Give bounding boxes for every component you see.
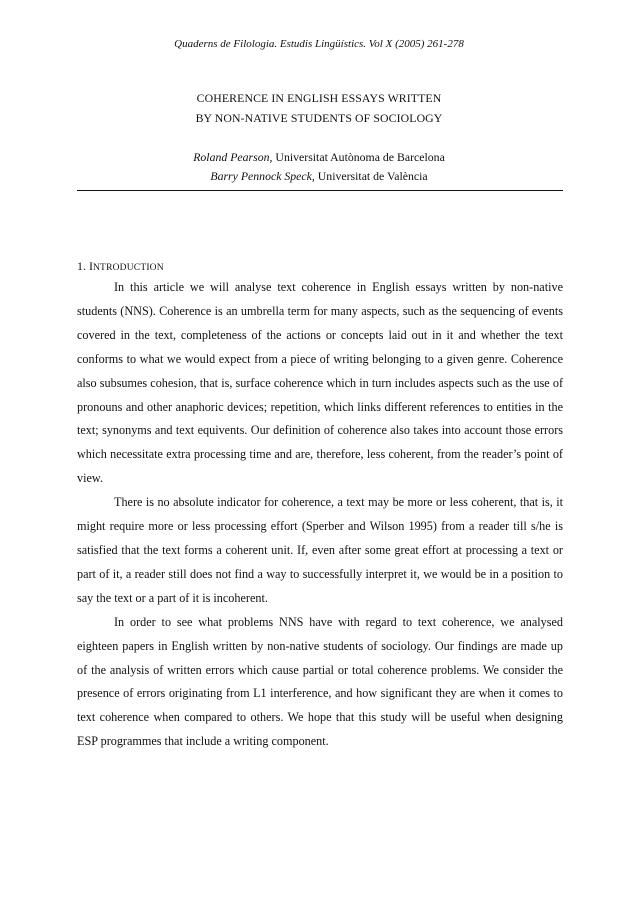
author-2-affiliation: Universitat de València <box>314 169 428 183</box>
title-line-1: COHERENCE IN ENGLISH ESSAYS WRITTEN <box>196 91 442 105</box>
paragraph-3: In order to see what problems NNS have with regard to text coherence, we analysed eighteen papers in English written by non-native students of sociology. Our findings are made up of the analysis of written errors which cause partial or total coherence problems. We consider the presence of errors originating from L1 interference, and how significant they are when it comes to text coherence when compared to others. We hope that this study will be useful when designing ESP programmes that include a writing component. <box>77 614 563 749</box>
running-head: Quaderns de Filologia. Estudis Lingüístics. Vol X (2005) 261-278 <box>174 38 464 50</box>
author-1-affiliation: Universitat Autònoma de Barcelona <box>272 150 445 164</box>
section-heading <box>77 258 164 276</box>
section-number: 1. <box>77 259 89 273</box>
body-text <box>77 276 563 754</box>
author-2 <box>0 167 638 186</box>
author-1-name: Roland Pearson, <box>193 150 273 164</box>
paper-title <box>0 88 638 128</box>
paragraph-2: There is no absolute indicator for coherence, a text may be more or less coherent, that is, it might require more or less processing effort (Sperber and Wilson 1995) from a reader till s/he is satisfied that the text forms a coherent unit. If, even after some great effort at processing a text or part of it, a reader still does not find a way to successfully interpret it, we would be in a position to say the text or a part of it is incoherent. <box>77 495 563 605</box>
section-initial: I <box>89 259 93 273</box>
title-divider <box>77 190 563 191</box>
author-2-name: Barry Pennock Speck, <box>210 169 315 183</box>
paragraph-1: In this article we will analyse text coherence in English essays written by non-native students (NNS). Coherence is an umbrella term for many aspects, such as the sequencing of events covered in the text, completeness of the actions or concepts laid out in it and whether the text conforms to what we would expect from a piece of writing belonging to a given genre. Coherence also subsumes cohesion, that is, surface coherence which in turn includes aspects such as the use of pronouns and other anaphoric devices; repetition, which links different references to entities in the text; synonyms and text equivents. Our definition of coherence also takes into account those errors which necessitate extra processing time and are, therefore, less coherent, from the reader’s point of view. <box>77 280 563 486</box>
section-title-rest: NTRODUCTION <box>93 263 164 273</box>
author-list <box>0 148 638 186</box>
title-line-2: BY NON-NATIVE STUDENTS OF SOCIOLOGY <box>195 111 443 125</box>
author-1 <box>0 148 638 167</box>
